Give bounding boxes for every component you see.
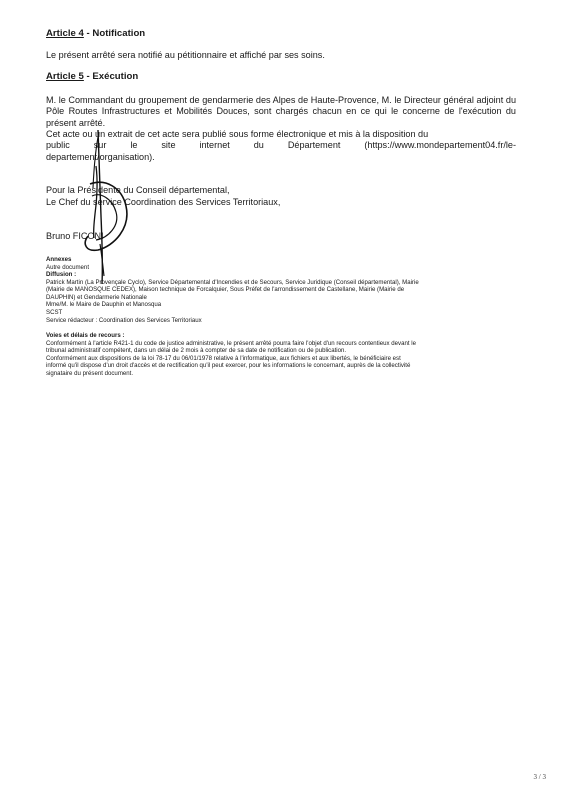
url-fragment: (https://www.mondepartement04.fr/le-: [364, 140, 516, 151]
article-4-number: Article 4: [46, 28, 84, 39]
diffusion-section: [46, 271, 516, 324]
article-5-paragraph-1: M. le Commandant du groupement de gendarmerie des Alpes de Haute-Provence, M. le Directeur général adjoint du Pôle Routes Infrastructures et Mobilités Douces, sont chargés chacun en ce qui le concerne de l'exécution du présent arrêté.: [46, 95, 516, 128]
article-4-text: Le présent arrêté sera notifié au pétitionnaire et affiché par ses soins.: [46, 50, 325, 60]
diffusion-line: SCST: [46, 308, 63, 316]
word: le: [130, 140, 138, 151]
diffusion-line: DAUPHIN) et Gendarmerie Nationale: [46, 293, 147, 301]
diffusion-line: Patrick Martin (La Provençale Cyclo), Service Départemental d'Incendies et de Secours, Service Juridique (Conseil départemental), Mairie: [46, 278, 419, 286]
word: internet: [199, 140, 230, 151]
article-4-title: - Notification: [83, 28, 146, 39]
article-5-title: - Exécution: [83, 71, 139, 82]
paragraph-2-line-3: departement/organisation).: [46, 151, 155, 162]
diffusion-line: Mme/M. le Maire de Dauphin et Manosqua: [46, 301, 162, 309]
word: du: [253, 140, 264, 151]
signature-line-2: Le Chef du service Coordination des Services Territoriaux,: [46, 197, 281, 207]
voies-line: tribunal administratif compétent, dans un délai de 2 mois à compter de sa date de notification ou de publication.: [46, 347, 347, 355]
diffusion-title-text: Diffusion :: [46, 271, 77, 278]
voies-line: informé qu'il dispose d'un droit d'accès et de rectification qu'il peut exercer, pour les informations le concernant, auprès de la collectivité: [46, 362, 411, 370]
word: public: [46, 140, 70, 151]
voies-title: [46, 332, 516, 340]
signatory-name: Bruno FICONI: [46, 231, 104, 241]
article-5-heading: [46, 71, 138, 82]
paragraph-2-line-1-text: Cet acte ou un extrait de cet acte sera publié sous forme électronique et mis à la disposition du: [46, 129, 429, 139]
voies-title-text: Voies et délais de recours :: [46, 332, 125, 339]
annexes-item: Autre document: [46, 263, 90, 271]
annexes-title: [46, 256, 516, 264]
signature-line-1: Pour la Présidente du Conseil départemental,: [46, 185, 230, 195]
word: Département: [287, 140, 341, 151]
word: site: [161, 140, 176, 151]
voies-line: Conformément à l'article R421-1 du code de justice administrative, le présent arrêté pourra faire l'objet d'un recours contentieux devant le: [46, 339, 416, 347]
annexes-section: [46, 256, 516, 271]
diffusion-line: Service rédacteur : Coordination des Services Territoriaux: [46, 316, 202, 324]
article-5-number: Article 5: [46, 71, 84, 82]
diffusion-title: [46, 271, 516, 279]
diffusion-line: (Mairie de MANOSQUE CEDEX), Maison technique de Forcalquier, Sous Préfet de l'arrondissement de Castellane, Mairie (Mairie de: [46, 286, 405, 294]
voies-recours-section: [46, 332, 516, 378]
page-number: 3 / 3: [533, 773, 546, 781]
word: sur: [93, 140, 107, 151]
voies-line: Conformément aux dispositions de la loi 78-17 du 06/01/1978 relative à l'informatique, aux fichiers et aux libertés, le bénéficiaire est: [46, 354, 401, 362]
article-4-heading: [46, 28, 145, 39]
annexes-title-text: Annexes: [46, 256, 72, 263]
voies-line: signataire du présent document.: [46, 369, 134, 377]
